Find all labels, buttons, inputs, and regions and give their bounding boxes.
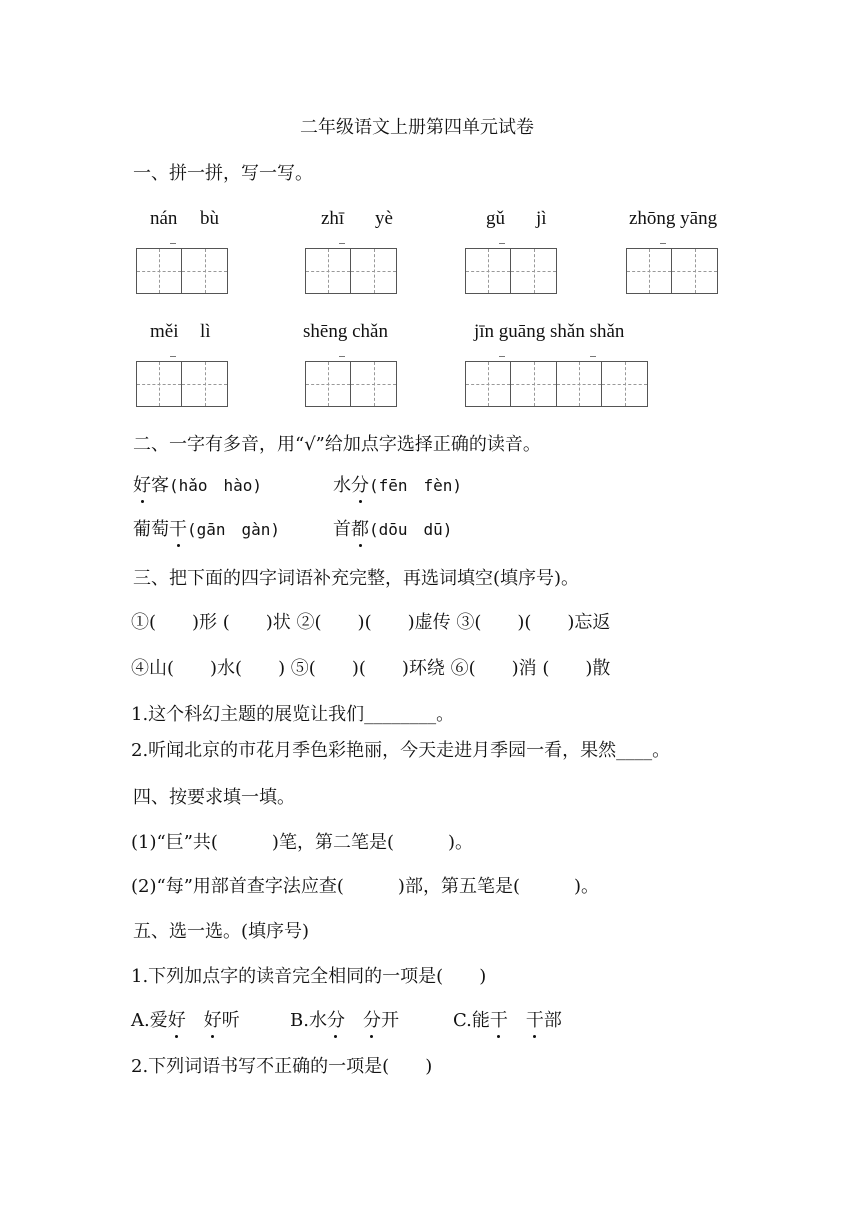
pinyin-zhongyang: zhōng yāng bbox=[629, 208, 718, 229]
page-title: 二年级语文上册第四单元试卷 bbox=[300, 117, 534, 138]
pinyin-options: (gān gàn) bbox=[187, 520, 281, 539]
writing-grid[interactable] bbox=[556, 361, 648, 407]
writing-grid[interactable] bbox=[305, 361, 397, 407]
choice-question-2: 2.下列词语书写不正确的一项是( ) bbox=[131, 1056, 433, 1077]
fill-question-1: 1.这个科幻主题的展览让我们________。 bbox=[131, 704, 455, 725]
dotted-char: 好 bbox=[133, 475, 151, 496]
writing-grid[interactable] bbox=[465, 361, 557, 407]
pinyin-nan: nán bbox=[150, 208, 178, 229]
pinyin-ji: jì bbox=[536, 208, 547, 229]
pinyin-options: (hǎo hào) bbox=[169, 476, 263, 495]
pinyin-ye: yè bbox=[375, 208, 393, 229]
dotted-char: 分 bbox=[351, 475, 369, 496]
strokes-question-2: (2)“每”用部首查字法应查( )部，第五笔是( )。 bbox=[131, 876, 599, 897]
idiom-row-2: ④山( )水( ) ⑤( )( )环绕 ⑥( )消 ( )散 bbox=[131, 658, 611, 679]
writing-grid[interactable] bbox=[136, 248, 228, 294]
dotted-char: 干 bbox=[525, 1010, 544, 1031]
pinyin-options: (dōu dū) bbox=[369, 520, 453, 539]
polyphone-item-putaogan: 葡萄干(gān gàn) bbox=[133, 519, 281, 540]
dotted-char: 干 bbox=[489, 1010, 508, 1031]
writing-grid[interactable] bbox=[465, 248, 557, 294]
polyphone-item-shuifen: 水分(fēn fèn) bbox=[333, 475, 463, 496]
polyphone-item-haoke: 好客(hǎo hào) bbox=[133, 475, 263, 496]
pinyin-zhi: zhī bbox=[321, 208, 345, 229]
section-3-heading: 三、把下面的四字词语补充完整，再选词填空(填序号)。 bbox=[133, 568, 580, 589]
dotted-char: 分 bbox=[362, 1010, 381, 1031]
pinyin-gu: gǔ bbox=[486, 208, 505, 229]
dotted-char: 都 bbox=[351, 519, 369, 540]
section-2-heading: 二、一字有多音，用“√”给加点字选择正确的读音。 bbox=[133, 434, 541, 455]
pinyin-li: lì bbox=[200, 321, 211, 342]
section-4-heading: 四、按要求填一填。 bbox=[133, 787, 295, 808]
pinyin-mei: měi bbox=[150, 321, 179, 342]
writing-grid[interactable] bbox=[136, 361, 228, 407]
fill-question-2: 2.听闻北京的市花月季色彩艳丽，今天走进月季园一看，果然____。 bbox=[131, 740, 671, 761]
option-c: C.能干 干部 bbox=[453, 1010, 562, 1031]
pinyin-shengchan: shēng chǎn bbox=[303, 321, 388, 342]
option-b: B.水分 分开 bbox=[290, 1010, 399, 1031]
dotted-char: 好 bbox=[167, 1010, 186, 1031]
strokes-question-1: (1)“巨”共( )笔，第二笔是( )。 bbox=[131, 832, 473, 853]
pinyin-bu: bù bbox=[200, 208, 219, 229]
pinyin-jinguangshanshan: jīn guāng shǎn shǎn bbox=[474, 321, 625, 342]
section-1-heading: 一、拼一拼，写一写。 bbox=[133, 163, 313, 184]
section-5-heading: 五、选一选。(填序号) bbox=[133, 921, 310, 942]
polyphone-item-shoudu: 首都(dōu dū) bbox=[333, 519, 453, 540]
option-a: A.爱好 好听 bbox=[131, 1010, 240, 1031]
dotted-char: 分 bbox=[326, 1010, 345, 1031]
idiom-row-1: ①( )形 ( )状 ②( )( )虚传 ③( )( )忘返 bbox=[131, 612, 611, 633]
choice-question-1: 1.下列加点字的读音完全相同的一项是( ) bbox=[131, 966, 487, 987]
writing-grid[interactable] bbox=[305, 248, 397, 294]
writing-grid[interactable] bbox=[626, 248, 718, 294]
dotted-char: 好 bbox=[203, 1010, 222, 1031]
dotted-char: 干 bbox=[169, 519, 187, 540]
pinyin-options: (fēn fèn) bbox=[369, 476, 463, 495]
